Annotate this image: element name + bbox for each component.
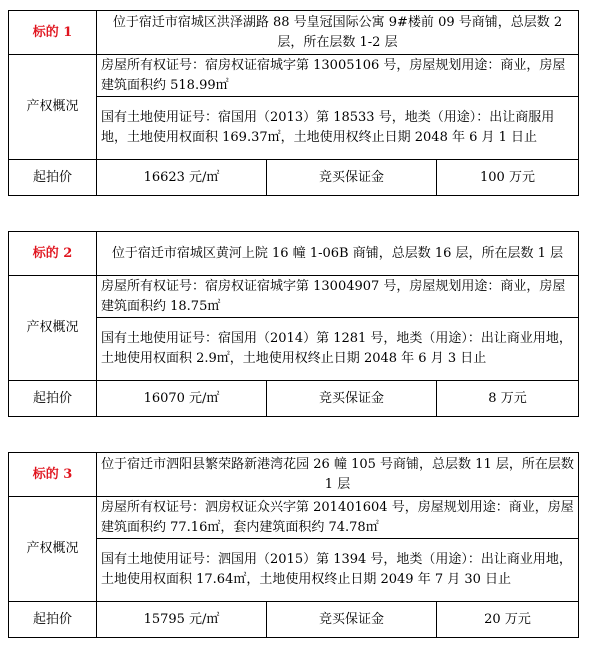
price-row <box>9 602 579 638</box>
property-label: 产权概况 <box>9 276 97 381</box>
house-cert: 房屋所有权证号：宿房权证宿城字第 13004907 号，房屋规划用途：商业，房屋建筑面积约 18.75㎡ <box>97 276 579 318</box>
lot-label: 标的 3 <box>9 453 97 497</box>
lot-location: 位于宿迁市泗阳县繁荣路新港湾花园 26 幢 105 号商铺，总层数 11 层，所在层数 1 层 <box>97 453 579 497</box>
start-price: 16623 元/㎡ <box>97 160 267 196</box>
land-cert: 国有土地使用证号：宿国用（2014）第 1281 号，地类（用途）：出让商业用地，土地使用权面积 2.9㎡，土地使用权终止日期 2048 年 6 月 3 日止 <box>97 318 579 381</box>
land-cert: 国有土地使用证号：宿国用（2013）第 18533 号，地类（用途）：出让商服用地，土地使用权面积 169.37㎡，土地使用权终止日期 2048 年 6 月 1 日止 <box>97 97 579 160</box>
property-label: 产权概况 <box>9 497 97 602</box>
price-row <box>9 160 579 196</box>
house-cert: 房屋所有权证号：宿房权证宿城字第 13005106 号，房屋规划用途：商业，房屋建筑面积约 518.99㎡ <box>97 55 579 97</box>
start-price-label: 起拍价 <box>9 381 97 417</box>
house-cert-row <box>9 276 579 318</box>
lot-title-row <box>9 232 579 276</box>
start-price: 15795 元/㎡ <box>97 602 267 638</box>
lot-location: 位于宿迁市宿城区洪泽湖路 88 号皇冠国际公寓 9#楼前 09 号商铺，总层数 2 层，所在层数 1-2 层 <box>97 11 579 55</box>
lot-table-2 <box>8 231 579 417</box>
deposit: 8 万元 <box>437 381 579 417</box>
deposit-label: 竞买保证金 <box>267 602 437 638</box>
lot-table-3 <box>8 452 579 638</box>
start-price: 16070 元/㎡ <box>97 381 267 417</box>
deposit: 20 万元 <box>437 602 579 638</box>
property-label: 产权概况 <box>9 55 97 160</box>
start-price-label: 起拍价 <box>9 160 97 196</box>
lot-title-row <box>9 11 579 55</box>
house-cert-row <box>9 497 579 539</box>
lot-title-row <box>9 453 579 497</box>
lot-label: 标的 1 <box>9 11 97 55</box>
deposit-label: 竞买保证金 <box>267 381 437 417</box>
deposit: 100 万元 <box>437 160 579 196</box>
house-cert-row <box>9 55 579 97</box>
land-cert: 国有土地使用证号：泗国用（2015）第 1394 号，地类（用途）：出让商业用地，土地使用权面积 17.64㎡，土地使用权终止日期 2049 年 7 月 30 日止 <box>97 539 579 602</box>
lot-location: 位于宿迁市宿城区黄河上院 16 幢 1-06B 商铺，总层数 16 层，所在层数 1 层 <box>97 232 579 276</box>
lot-label: 标的 2 <box>9 232 97 276</box>
deposit-label: 竞买保证金 <box>267 160 437 196</box>
lot-table-1 <box>8 10 579 196</box>
price-row <box>9 381 579 417</box>
house-cert: 房屋所有权证号：泗房权证众兴字第 201401604 号，房屋规划用途：商业，房屋建筑面积约 77.16㎡，套内建筑面积约 74.78㎡ <box>97 497 579 539</box>
start-price-label: 起拍价 <box>9 602 97 638</box>
